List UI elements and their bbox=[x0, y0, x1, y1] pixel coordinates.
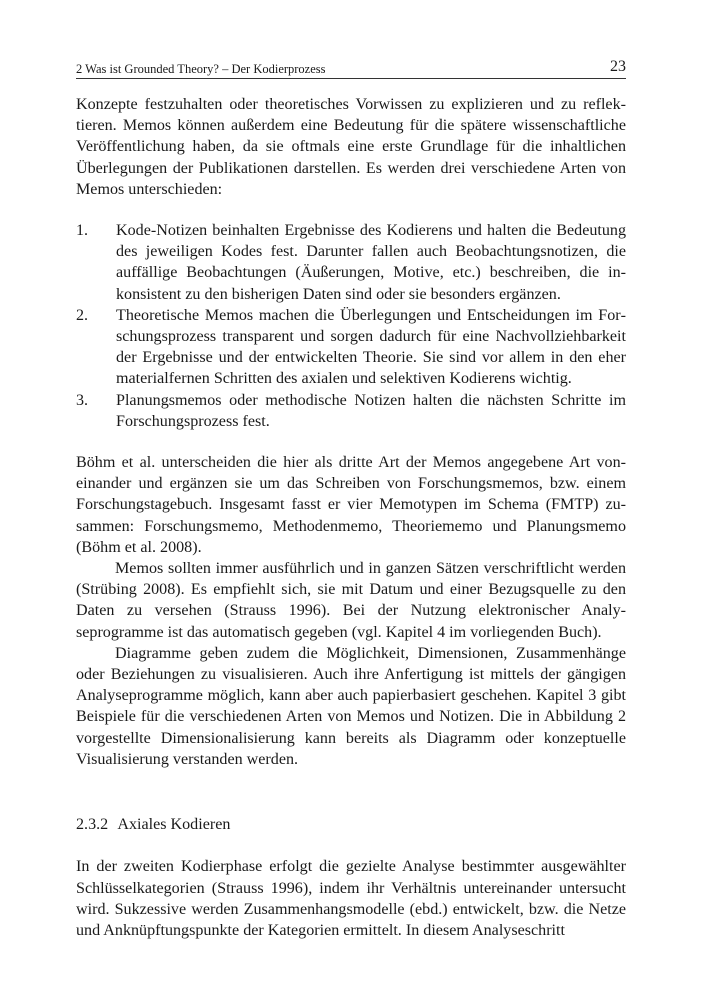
memo-types-list bbox=[76, 220, 626, 432]
list-item-text: Theoretische Memos machen die Überlegungen und Entscheidungen im Forschungsprozess transparent und sorgen dadurch für eine Nachvollziehbarkeit der Ergebnisse und der entwickelten Theorie. Sie sind vor allem in den eher materialfernen Schritten des axialen und selektiven Kodierens wichtig. bbox=[116, 306, 626, 388]
section-number: 2.3.2 bbox=[76, 816, 109, 834]
list-item-number: 1. bbox=[76, 222, 89, 240]
list-item-number: 2. bbox=[76, 306, 89, 324]
body-paragraph: Diagramme geben zudem die Möglichkeit, Dimensionen, Zusammenhänge oder Beziehungen zu visualisieren. Auch ihre Anfertigung ist mittels der gängigen Analyseprogramme möglich, kann aber auch papierbasiert geschehen. Kapitel 3 gibt Beispiele für die verschiedenen Arten von Memos und Notizen. Die in Abbildung 2 vorgestellte Dimensionalisierung kann bereits als Diagramm oder konzeptuelle Visualisierung verstanden werden. bbox=[76, 644, 626, 768]
page-number: 23 bbox=[610, 58, 626, 75]
body-paragraph: In der zweiten Kodierphase erfolgt die gezielte Analyse bestimmter ausgewählter Schlüsselkategorien (Strauss 1996), indem ihr Verhältnis untereinander untersucht wird. Sukzessive werden Zusammenhangsmodelle (ebd.) entwickelt, bzw. die Netze und Anknüpftungspunkte der Kategorien ermittelt. In diesem Analyseschritt bbox=[76, 858, 626, 939]
section-title: Axiales Kodieren bbox=[117, 816, 231, 834]
list-item bbox=[76, 390, 626, 432]
list-item-text: Planungsmemos oder methodische Notizen halten die nächsten Schritte im Forschungsprozess fest. bbox=[116, 391, 626, 430]
body-paragraph: Böhm et al. unterscheiden die hier als dritte Art der Memos angegebene Art voneinander und ergänzen sie um das Schreiben von Forschungsmemos, bzw. einem Forschungstagebuch. Insgesamt fasst er vier Memotypen im Schema (FMTP) zusammen: Forschungsmemo, Methodenmemo, Theoriememo und Planungsmemo (Böhm et al. 2008). bbox=[76, 454, 626, 556]
running-header bbox=[76, 56, 626, 79]
intro-paragraph: Konzepte festzuhalten oder theoretisches Vorwissen zu explizieren und zu reflektieren. Memos können außerdem eine Bedeutung für die spätere wissenschaftliche Veröffentlichung haben, da sie oftmals eine erste Grundlage für die inhaltlichen Überlegungen der Publikationen darstellen. Es werden drei verschiedene Arten von Memos unterschieden: bbox=[76, 96, 626, 198]
section-heading bbox=[76, 814, 626, 835]
running-title: 2 Was ist Grounded Theory? – Der Kodierprozess bbox=[76, 62, 326, 76]
list-item-number: 3. bbox=[76, 391, 89, 409]
page-body bbox=[76, 94, 626, 941]
list-item-text: Kode-Notizen beinhalten Ergebnisse des Kodierens und halten die Bedeutung des jeweiligen Kodes fest. Darunter fallen auch Beobachtungsnotizen, die auffällige Beobachtungen (Äußerungen, Motive, etc.) beschreiben, die inkonsistent zu den bisherigen Daten sind oder sie besonders ergänzen. bbox=[116, 222, 626, 303]
list-item bbox=[76, 220, 626, 305]
body-paragraph: Memos sollten immer ausführlich und in ganzen Sätzen verschriftlicht werden (Strübing 2008). Es empfiehlt sich, sie mit Datum und einer Bezugsquelle zu den Daten zu versehen (Strauss 1996). Bei der Nutzung elektronischer Analyseprogramme ist das automatisch gegeben (vgl. Kapitel 4 im vorliegenden Buch). bbox=[76, 560, 626, 641]
list-item bbox=[76, 305, 626, 390]
